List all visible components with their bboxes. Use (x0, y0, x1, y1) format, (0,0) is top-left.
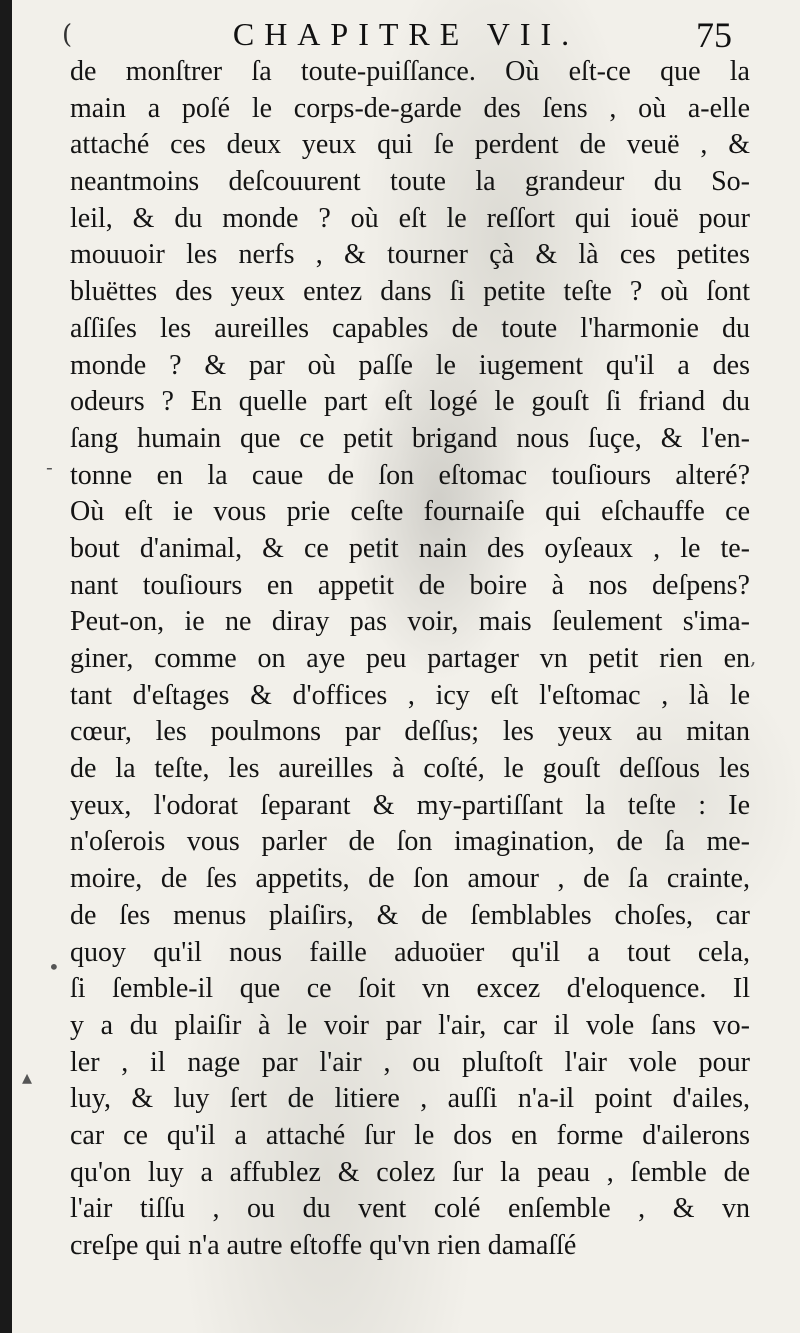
text-line: luy, & luy ſert de litiere , auſſi n'a-il point d'ailes, (70, 1083, 750, 1115)
margin-dot: • (48, 955, 60, 979)
text-line: nant touſiours en appetit de boire à nos deſpens? (70, 569, 750, 601)
page-number: 75 (696, 15, 732, 55)
text-line: l'air tiſſu , ou du vent colé enſemble , & vn (70, 1193, 750, 1225)
running-head: CHAPITRE VII. (232, 16, 580, 52)
text-line: y a du plaiſir à le voir par l'air, car il vole ſans vo- (70, 1009, 750, 1041)
text-line: main a poſé le corps-de-garde des ſens , où a-elle (70, 92, 750, 124)
text-line: de monſtrer ſa toute-puiſſance. Où eſt-ce que la (70, 56, 750, 87)
text-line: attaché ces deux yeux qui ſe perdent de veuë , & (70, 129, 750, 161)
text-line: giner, comme on aye peu partager vn petit rien en (70, 643, 750, 674)
text-line: ler , il nage par l'air , ou pluſtoſt l'air vole pour (70, 1046, 750, 1078)
text-line: bout d'animal, & ce petit nain des oyſeaux , le te- (70, 532, 750, 564)
text-line: ſang humain que ce petit brigand nous ſuçe, & l'en- (70, 422, 750, 454)
text-line: bluëttes des yeux entez dans ſi petite teſte ? où ſont (70, 276, 750, 308)
text-line: neantmoins deſcouurent toute la grandeur du So- (70, 166, 750, 198)
text-line: de la teſte, les aureilles à coſté, le gouſt deſſous les (70, 753, 750, 785)
text-line: Peut-on, ie ne diray pas voir, mais ſeulement s'ima- (70, 606, 750, 638)
text-line: qu'on luy a affublez & colez ſur la peau , ſemble de (70, 1156, 750, 1188)
text-line: quoy qu'il nous faille aduoüer qu'il a tout cela, (70, 936, 750, 968)
text-line: de ſes menus plaiſirs, & de ſemblables choſes, car (70, 899, 750, 931)
margin-arrow: ▴ (22, 1065, 33, 1089)
text-line: car ce qu'il a attaché ſur le dos en forme d'ailerons (70, 1119, 750, 1151)
text-line: yeux, l'odorat ſeparant & my-partiſſant la teſte : Ie (70, 789, 750, 821)
text-line: n'oſerois vous parler de ſon imagination, de ſa me- (70, 826, 750, 858)
text-line: ſi ſemble-il que ce ſoit vn excez d'eloquence. Il (70, 973, 750, 1005)
text-line: cœur, les poulmons par deſſus; les yeux au mitan (70, 716, 750, 748)
text-line: creſpe qui n'a autre eſtoffe qu'vn rien damaſſé (70, 1230, 577, 1261)
text-line: monde ? & par où paſſe le iugement qu'il a des (70, 349, 750, 381)
book-page (12, 0, 800, 1333)
margin-tick: - (46, 455, 53, 479)
text-line: aſſiſes les aureilles capables de toute l'harmonie du (70, 312, 750, 344)
text-line: mouuoir les nerfs , & tourner çà & là ces petites (70, 239, 750, 271)
margin-comma: , (750, 645, 757, 669)
text-line: odeurs ? En quelle part eſt logé le gouſt ſi friand du (70, 386, 750, 418)
text-line: tant d'eſtages & d'offices , icy eſt l'eſtomac , là le (70, 679, 750, 711)
text-line: moire, de ſes appetits, de ſon amour , de ſa crainte, (70, 863, 750, 895)
text-line: leil, & du monde ? où eſt le reſſort qui iouë pour (70, 202, 750, 234)
text-line: tonne en la caue de ſon eſtomac touſiours alteré? (70, 459, 750, 491)
margin-bracket: ( (62, 20, 73, 50)
body-text (70, 54, 750, 1265)
text-line: Où eſt ie vous prie ceſte fournaiſe qui eſchauffe ce (70, 496, 750, 528)
